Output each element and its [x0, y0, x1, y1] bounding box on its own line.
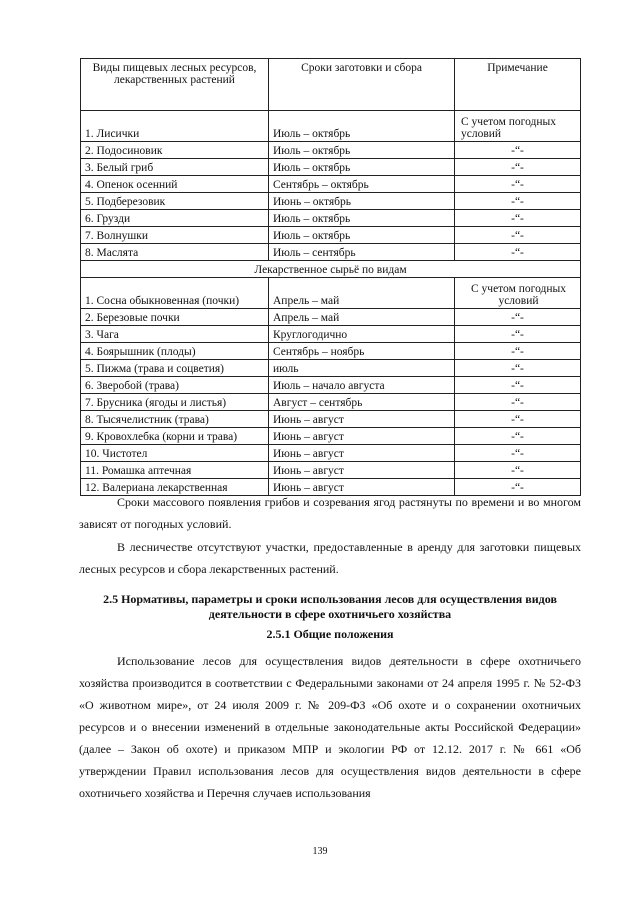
period-cell: Июль – октябрь [269, 210, 455, 227]
resource-name-cell: 6. Зверобой (трава) [81, 377, 269, 394]
note-cell: -“- [455, 428, 581, 445]
note-cell: С учетом погодных условий [455, 278, 581, 309]
table-row [81, 111, 581, 142]
resource-name-cell: 8. Тысячелистник (трава) [81, 411, 269, 428]
period-cell: Июль – октябрь [269, 159, 455, 176]
table-row [81, 445, 581, 462]
table-row [81, 142, 581, 159]
note-cell: -“- [455, 159, 581, 176]
table-row [81, 159, 581, 176]
period-cell: Июль – октябрь [269, 142, 455, 159]
table-row [81, 210, 581, 227]
table-row [81, 411, 581, 428]
period-cell: Июнь – август [269, 445, 455, 462]
header-period: Сроки заготовки и сбора [269, 59, 455, 111]
period-cell: Август – сентябрь [269, 394, 455, 411]
section-row [81, 261, 581, 278]
note-cell: -“- [455, 479, 581, 496]
period-cell: Сентябрь – ноябрь [269, 343, 455, 360]
note-cell: -“- [455, 377, 581, 394]
period-cell: Июль – октябрь [269, 227, 455, 244]
resources-table [80, 58, 581, 496]
period-cell: Июнь – август [269, 428, 455, 445]
resource-name-cell: 3. Белый гриб [81, 159, 269, 176]
note-cell: -“- [455, 176, 581, 193]
period-cell: Круглогодично [269, 326, 455, 343]
paragraph-harvest-timing: Сроки массового появления грибов и созревания ягод растянуты по времени и во многом зависят от погодных условий. [79, 495, 581, 531]
subsection-heading: 2.5.1 Общие положения [266, 627, 394, 641]
note-cell: -“- [455, 193, 581, 210]
paragraph-no-lease: В лесничестве отсутствуют участки, предоставленные в аренду для заготовки пищевых лесных ресурсов и сбора лекарственных растений. [79, 540, 581, 576]
period-cell: июль [269, 360, 455, 377]
table-row [81, 428, 581, 445]
resource-name-cell: 5. Пижма (трава и соцветия) [81, 360, 269, 377]
period-cell: Апрель – май [269, 278, 455, 309]
note-cell: -“- [455, 142, 581, 159]
note-cell: -“- [455, 360, 581, 377]
medicinal-resources-body [81, 278, 581, 496]
table-row [81, 309, 581, 326]
period-cell: Июнь – октябрь [269, 193, 455, 210]
period-cell: Июнь – август [269, 462, 455, 479]
header-resource-type: Виды пищевых лесных ресурсов, лекарственных растений [81, 59, 269, 111]
resource-name-cell: 8. Маслята [81, 244, 269, 261]
header-note: Примечание [455, 59, 581, 111]
table-row [81, 227, 581, 244]
period-cell: Июль – сентябрь [269, 244, 455, 261]
note-cell: С учетом погодных условий [455, 111, 581, 142]
note-cell: -“- [455, 445, 581, 462]
table-header-row [81, 59, 581, 111]
note-cell: -“- [455, 343, 581, 360]
resource-name-cell: 1. Сосна обыкновенная (почки) [81, 278, 269, 309]
resource-name-cell: 12. Валериана лекарственная [81, 479, 269, 496]
note-cell: -“- [455, 309, 581, 326]
period-cell: Июль – начало августа [269, 377, 455, 394]
note-cell: -“- [455, 411, 581, 428]
table-row [81, 343, 581, 360]
food-resources-body [81, 111, 581, 261]
period-cell: Июнь – август [269, 479, 455, 496]
resource-name-cell: 6. Грузди [81, 210, 269, 227]
paragraph-hunting-law: Использование лесов для осуществления видов деятельности в сфере охотничьего хозяйства производится в соответствии с Федеральными законами от 24 апреля 1995 г. № 52-ФЗ «О животном мире», от 24 июля 2009 г. № 209-ФЗ «Об охоте и о сохранении охотничьих ресурсов и о внесении изменений в отдельные законодательные акты Российской Федерации» (далее – Закон об охоте) и приказом МПР и экологии РФ от 12.12. 2017 г. № 661 «Об утверждении Правил использования лесов для осуществления видов деятельности в сфере охотничьего хозяйства и Перечня случаев использования [79, 654, 581, 800]
note-cell: -“- [455, 326, 581, 343]
section-title: Лекарственное сырьё по видам [81, 261, 581, 278]
note-cell: -“- [455, 394, 581, 411]
resource-name-cell: 4. Опенок осенний [81, 176, 269, 193]
table-row [81, 244, 581, 261]
period-cell: Сентябрь – октябрь [269, 176, 455, 193]
period-cell: Июнь – август [269, 411, 455, 428]
table-row [81, 394, 581, 411]
resource-name-cell: 11. Ромашка аптечная [81, 462, 269, 479]
note-cell: -“- [455, 210, 581, 227]
resource-name-cell: 4. Боярышник (плоды) [81, 343, 269, 360]
table-row [81, 176, 581, 193]
resource-name-cell: 2. Подосиновик [81, 142, 269, 159]
table-row [81, 360, 581, 377]
resource-name-cell: 7. Волнушки [81, 227, 269, 244]
table-row [81, 278, 581, 309]
resource-name-cell: 7. Брусника (ягоды и листья) [81, 394, 269, 411]
section-heading: 2.5 Нормативы, параметры и сроки использования лесов для осуществления видов деятельности в сфере охотничьего хозяйства [103, 592, 557, 621]
resource-name-cell: 5. Подберезовик [81, 193, 269, 210]
note-cell: -“- [455, 227, 581, 244]
table-row [81, 377, 581, 394]
table-row [81, 326, 581, 343]
note-cell: -“- [455, 244, 581, 261]
note-cell: -“- [455, 462, 581, 479]
table-row [81, 193, 581, 210]
resource-name-cell: 10. Чистотел [81, 445, 269, 462]
period-cell: Апрель – май [269, 309, 455, 326]
resource-name-cell: 3. Чага [81, 326, 269, 343]
resource-name-cell: 1. Лисички [81, 111, 269, 142]
period-cell: Июль – октябрь [269, 111, 455, 142]
table-row [81, 462, 581, 479]
resource-name-cell: 2. Березовые почки [81, 309, 269, 326]
page-number: 139 [312, 846, 328, 857]
resource-name-cell: 9. Кровохлебка (корни и трава) [81, 428, 269, 445]
